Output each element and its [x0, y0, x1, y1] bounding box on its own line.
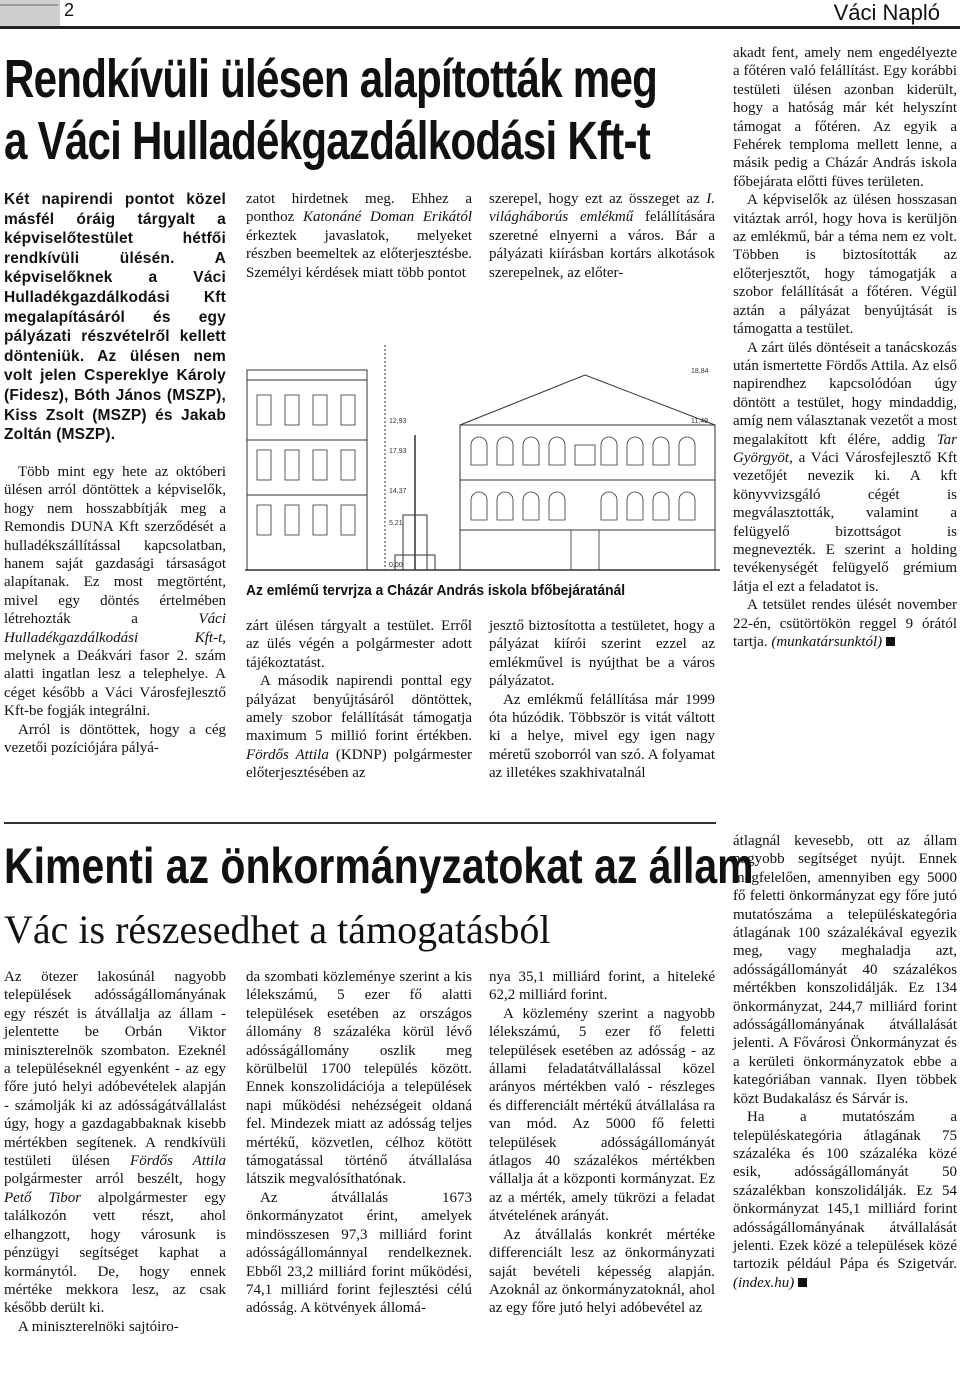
paragraph: Arról is döntöttek, hogy a cég vezetői pozíciójára pályá-: [4, 721, 226, 757]
paragraph: jesztő biztosította a testületet, hogy a pályázat kiírói szerint ezzel az emlékművel is nyújthat be a város pályázatot.: [489, 618, 715, 690]
header-rule: [0, 26, 960, 29]
person-name: Katonáné Doman Erikától: [303, 209, 472, 226]
paragraph: akadt fent, amely nem engedélyezte a főtéren való felállítást. Egy korábbi testületi ülésen azonban kiderült, hogy a hatóság már két helyszínt támogat a főtéren. Az egyik a Fehérek temploma mellett lenne, a másik pedig a Cházár András iskola főbejárata előtti füves területen.: [733, 45, 957, 190]
paragraph: A közlemény szerint a nagyobb lélekszámú, 5 ezer fő feletti települések esetében az adósság - az állami feladatátvállalással közel arányos mértékben való - részleges és differenciált mértékű átvállalása ra van mód. Az 5000 fő feletti települések adósságállományát átlagos 40 százalékos mértékben vállalja át a központi kormányzat. Ez az a mérték, amely tükrözi a feladat átvételének arányát.: [489, 1005, 715, 1225]
end-mark-icon: [886, 637, 895, 646]
elevation-label: 18,84: [691, 368, 709, 375]
end-mark-icon: [798, 1278, 807, 1287]
elevation-label: 11,49: [691, 418, 708, 425]
person-name: Tar Györgyöt: [733, 431, 957, 466]
paragraph: A második napirendi ponttal egy pályázat benyújtásáról döntöttek, amely szobor felállítását támogatja maximum 5 millió forint értékben. Fördős Attila (KDNP) polgármester előterjesztésében az: [246, 673, 473, 782]
elevation-label: 14,37: [389, 488, 407, 495]
person-name: Pető Tibor: [4, 1189, 82, 1206]
article1-lead: Két napirendi pontot közel másfél óráig tárgyalt a képviselőtestület hétfői rendkívüli ülésén. A képviselőknek a Váci Hulladékgazdálkodási Kft megalapításáról és egy pályázati részvételről kellett dönteniük. Az ülésen nem volt jelen Cspereklye Károly (Fidesz), Bóth János (MSZP), Kiss Zsolt (MSZP) és Jakab Zoltán (MSZP).: [4, 191, 226, 444]
paragraph: Az átvállalás 1673 önkormányzatot érint, amelyek mindösszesen 97,3 milliárd forint adósságállománnyal rendelkeznek. Ebből 23,2 milliárd forint működési, 74,1 milliárd forint fejlesztési célú adósság. A kötvények állomá-: [246, 1189, 472, 1317]
article2-column-2: [246, 968, 472, 1318]
paragraph: Az átvállalás konkrét mértéke differenciált lesz az önkormányzati saját bevételi képesség alapján. Azoknál az önkormányzatoknál, ahol az egy főre jutó helyi adóbevétel az: [489, 1226, 715, 1317]
header-stripe: [0, 4, 58, 6]
page-number: 2: [64, 0, 75, 20]
elevation-label: 0,00: [389, 562, 403, 569]
paragraph: A képviselők az ülésen hosszasan vitáztak arról, hogy hova is kerüljön az emlékmű, bár a téma nem ez volt. Többen is biztosították az előterjesztőt, hogy támogatják a szobor felállítását a főtéren. Végül aztán a pályázat benyújtását is támogatta a testület.: [733, 192, 957, 338]
byline: (munkatársunktól): [771, 634, 883, 650]
paragraph: szerepel, hogy ezt az összeget az I. világháborús emlékmű felállítására szeretné elnyerni a város. Bár a pályázati kiírásban kortárs alkotások szerepelnek, az előter-: [489, 191, 715, 281]
paragraph: zatot hirdetnek meg. Ehhez a ponthoz Katonáné Doman Erikától érkeztek javaslatok, melyeket részben beemeltek az előterjesztésbe. Személyi kérdések miatt több pontot: [246, 191, 472, 281]
article2-column-3: [489, 968, 715, 1318]
paragraph: A zárt ülés döntéseit a tanácskozás után ismertette Fördős Attila. Az első napirendhez kapcsolódóan úgy döntött a testület, hogy mindaddig, amíg nem választanak vezetőt a most megalakított kft élére, addig Tar Györgyöt, a Váci Városfejlesztő Kft vezetőjét nevezik ki. A kft könyvvizsgáló cégét is megválasztották, valamint a felügyelő bizottságot is megnevezték. E szerint a holding tevékenységét felügyelő grémium látja el ezt a feladatot is.: [733, 339, 957, 595]
right-building-roof: [460, 375, 715, 425]
section-divider: [4, 822, 716, 824]
right-building: [460, 425, 715, 570]
headline-line-2: a Váci Hulladékgazdálkodási Kft-t: [4, 111, 651, 171]
article1-column-1: [4, 463, 226, 758]
company-name: Váci Hulladékgazdálkodási Kft-t: [4, 611, 226, 646]
left-building: [247, 380, 367, 570]
article1-column-4: [733, 44, 957, 651]
article2-column-1: [4, 968, 226, 1336]
paragraph: Ha a mutatószám a településkategória átlagának 75 százaléka és 100 százaléka közé esik, adósságállományát 50 százalékban konszolidálják. Ez 54 önkormányzat 145,1 milliárd forint adósságállományának átvállalását jelenti. Ezek közé a települések közé tartozik például Pápa és Szigetvár. (index.hu): [733, 1109, 957, 1291]
monument-name: I. világháborús emlékmű: [489, 191, 715, 226]
paragraph: A miniszterelnöki sajtóiro-: [18, 1318, 179, 1335]
drawing-caption: Az emlémű tervrjza a Cházár András iskola bfőbejáratánál: [246, 582, 626, 599]
paragraph: átlagnál kevesebb, ott az állam nagyobb segítséget nyújt. Ennek megfelelően, amennyiben egy 5000 fő feletti önkormányzat egy főre jutó mutatószáma a településkategória átlagának 100 százalékával egyezik meg, vagy meghaladja azt, adósságállományát 40 százalékos mértékben konszolidálják. Ez 134 önkormányzat, 244,7 milliárd forint adósságállományának átvállalását jelenti. A Fővárosi Önkormányzat és a kerületi önkormányzatok ebbe a kategóriában vannak. Ilyen többek közt Budakalász és Sárvár is.: [733, 833, 957, 1107]
paragraph: zárt ülésen tárgyalt a testület. Erről az ülés végén a polgármester adott tájékoztatást.: [246, 618, 472, 671]
paragraph: Az emlékmű felállítása már 1999 óta húzódik. Többször is vitát váltott ki a helye, mivel egy igen nagy méretű szoborról van szó. A folyamat az illetékes szakhivatalnál: [489, 691, 715, 782]
paragraph: Az ötezer lakosúnál nagyobb települések adósságállományának egy részét is átvállalja az állam - jelentette be Orbán Viktor miniszterelnök szombaton. Ezeknél a településeknél egyenként - az egy főre jutó helyi adóbevételek alapján - számolják ki az adósságátvállalást úgy, hogy a gazdagabbaknak kisebb mértékben segítenek. A rendkívüli testületi ülésen Fördős Attila polgármester arról beszélt, hogy Pető Tibor alpolgármester egy találkozón vett részt, ahol elhangzott, hogy városunk is pénzügyi segítséget kaphat a kormánytól. De, hogy ennek mértéke mekkora lesz, az csak később derült ki.: [4, 969, 227, 1317]
article1-column-2-top: [246, 190, 472, 282]
paragraph: da szombati közleménye szerint a kis lélekszámú, 5 ezer fő alatti települések esetében az országos állomány 8 százaléka körül lévő adósságállomány oszlik meg körülbelül 1700 település között. Ennek konszolidációja a települések napi működési nehézségeit oldaná fel. Mindezek miatt az adósság teljes mértékű, közvetlen, célhoz kötött támogatással történő átvállalása látszik megvalósíthatónak.: [246, 969, 472, 1188]
article2-column-4: [733, 832, 957, 1292]
article2-subheadline: Vác is részesedhet a támogatásból: [4, 907, 551, 952]
source: (index.hu): [733, 1274, 795, 1291]
person-name: Fördős Attila: [246, 746, 329, 763]
article2-headline: Kimenti az önkormányzatokat az állam: [4, 838, 754, 894]
person-name: Fördős Attila: [130, 1153, 227, 1170]
paragraph: A tetsület rendes ülését november 22-én, csütörtökön reggel 9 órától tartja. (munkatársunktól): [733, 597, 957, 650]
elevation-label: 17,93: [389, 448, 407, 455]
article1-column-2-bottom: [246, 617, 472, 783]
article1-column-3-top: [489, 190, 715, 282]
paragraph: Több mint egy hete az októberi ülésen arról döntöttek a képviselők, hogy nem hosszabbítják meg a Remondis DUNA Kft szerződését a hulladékszállítással kapcsolatban, hanem saját gazdasági társaságot alapítanak. Ez most megtörtént, mivel egy döntés értelmében létrehozták a Váci Hulladékgazdálkodási Kft-t, melynek a Deákvári fasor 2. szám alatti ingatlan lesz a telephelye. A céget később a Váci Városfejlesztő Kft-be fogják integrálni.: [4, 464, 226, 720]
elevation-label: 5,21: [389, 520, 403, 527]
paragraph: nya 35,1 milliárd forint, a hiteleké 62,2 milliárd forint.: [489, 969, 715, 1004]
monument-plan-drawing: [245, 315, 720, 577]
elevation-label: 12,93: [389, 418, 407, 425]
headline-line-1: Rendkívüli ülésen alapították meg: [4, 49, 658, 109]
publication-name: Váci Napló: [833, 0, 940, 25]
article1-column-3-bottom: [489, 617, 715, 783]
article1-headline: [4, 48, 658, 172]
